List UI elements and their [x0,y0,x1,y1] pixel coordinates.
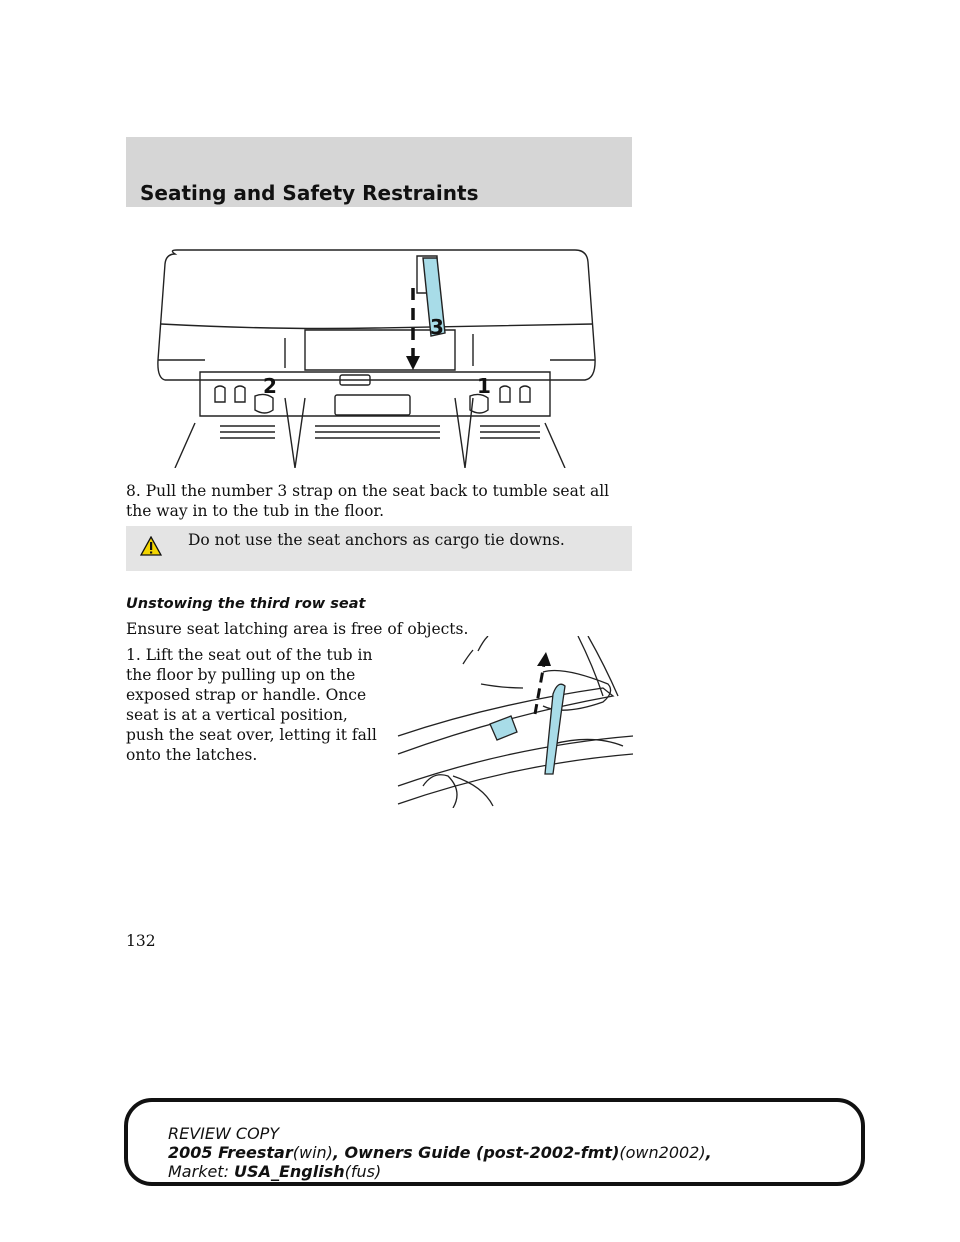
section-header [126,137,632,207]
section-title: Seating and Safety Restraints [140,181,479,205]
ensure-text: Ensure seat latching area is free of objects. [126,620,469,638]
review-line-3: Market: USA_English(fus) [168,1162,382,1181]
step-1-text: 1. Lift the seat out of the tub in the floor by pulling up on the exposed strap or handle. Once seat is at a vertical position, push the seat over, letting it fall onto the latches. [126,646,377,764]
step-8-text: 8. Pull the number 3 strap on the seat back to tumble seat all the way in to the tub in the floor. [126,482,610,520]
label-1: 1 [477,374,491,398]
seat-unstow-illustration [393,636,640,808]
review-line-2: 2005 Freestar(win), Owners Guide (post-2002-fmt)(own2002), [168,1143,712,1162]
review-copy-box [124,1098,865,1186]
page-number: 132 [126,932,156,950]
review-line-1: REVIEW COPY [168,1124,280,1143]
warning-triangle-icon [140,536,162,556]
review-copy-text [168,1124,712,1181]
warning-box [126,526,632,571]
seat-back-illustration [155,248,600,468]
subheading: Unstowing the third row seat [126,596,366,612]
label-3: 3 [430,315,444,339]
label-2: 2 [263,374,277,398]
warning-text: Do not use the seat anchors as cargo tie downs. [188,531,565,549]
